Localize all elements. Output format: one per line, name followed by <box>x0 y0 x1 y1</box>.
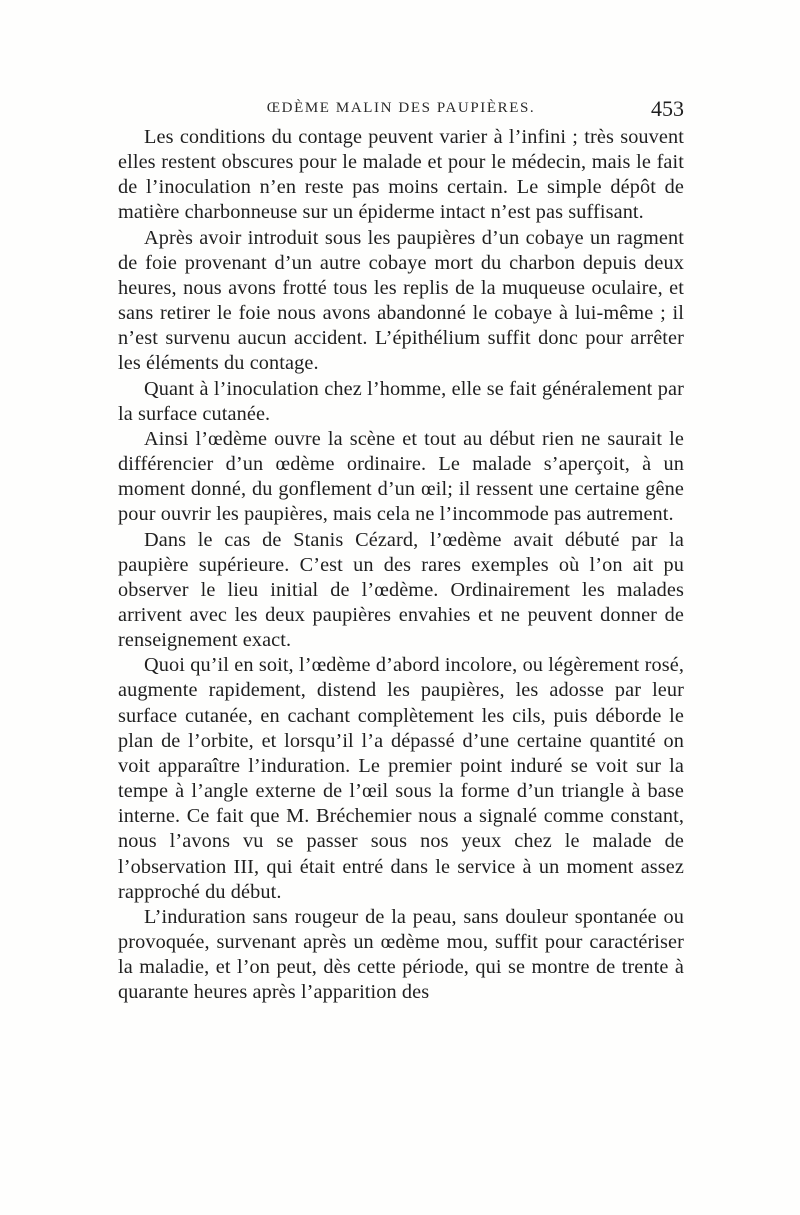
body-text <box>118 125 684 1005</box>
paragraph-induration: L’induration sans rougeur de la peau, sans douleur spontanée ou provoquée, survenant après un œdème mou, suffit pour caractériser la maladie, et l’on peut, dès cette période, qui se montre de trente à quarante heures après l’apparition des <box>118 905 684 1004</box>
paragraph-stanis-cezard: Dans le cas de Stanis Cézard, l’œdème avait débuté par la paupière supérieure. C’est un des rares exemples où l’on ait pu observer le lieu initial de l’œdème. Ordinairement les malades arrivent avec les deux paupières envahies et ne peuvent donner de renseignement exact. <box>118 528 684 652</box>
paragraph-oedeme-debut: Ainsi l’œdème ouvre la scène et tout au début rien ne saurait le différencier d’un œdème ordinaire. Le malade s’aperçoit, à un moment donné, du gonflement d’un œil; il ressent une certaine gêne pour ouvrir les paupières, mais cela ne l’incommode pas autrement. <box>118 427 684 526</box>
paragraph-evolution-oedeme: Quoi qu’il en soit, l’œdème d’abord incolore, ou légèrement rosé, augmente rapidement, distend les paupières, les adosse par leur surface cutanée, en cachant complètement les cils, puis déborde le plan de l’orbite, et lorsqu’il l’a dépassé d’une certaine quantité on voit apparaître l’induration. Le premier point induré se voit sur la tempe à l’angle externe de l’œil sous la forme d’un triangle à base interne. Ce fait que M. Bréchemier nous a signalé comme constant, nous l’avons vu se passer sous nos yeux chez le malade de l’observation III, qui était entré dans le service à un moment assez rapproché du début. <box>118 654 684 903</box>
page-number: 453 <box>651 96 684 121</box>
paragraph-contage-conditions: Les conditions du contage peuvent varier à l’infini ; très souvent elles restent obscures pour le malade et pour le médecin, mais le fait de l’inoculation n’en reste pas moins certain. Le simple dépôt de matière charbonneuse sur un épiderme intact n’est pas suffisant. <box>118 126 684 224</box>
running-title: ŒDÈME MALIN DES PAUPIÈRES. <box>266 100 536 116</box>
paragraph-cobaye-experiment: Après avoir introduit sous les paupières d’un cobaye un ragment de foie provenant d’un autre cobaye mort du charbon depuis deux heures, nous avons frotté tous les replis de la muqueuse oculaire, et sans retirer le foie nous avons abandonné le cobaye à lui-même ; il n’est survenu aucun accident. L’épithélium suffit donc pour arrêter les éléments du contage. <box>118 226 684 375</box>
running-head <box>118 98 684 122</box>
paragraph-inoculation-homme: Quant à l’inoculation chez l’homme, elle se fait généralement par la surface cutanée. <box>118 377 684 425</box>
